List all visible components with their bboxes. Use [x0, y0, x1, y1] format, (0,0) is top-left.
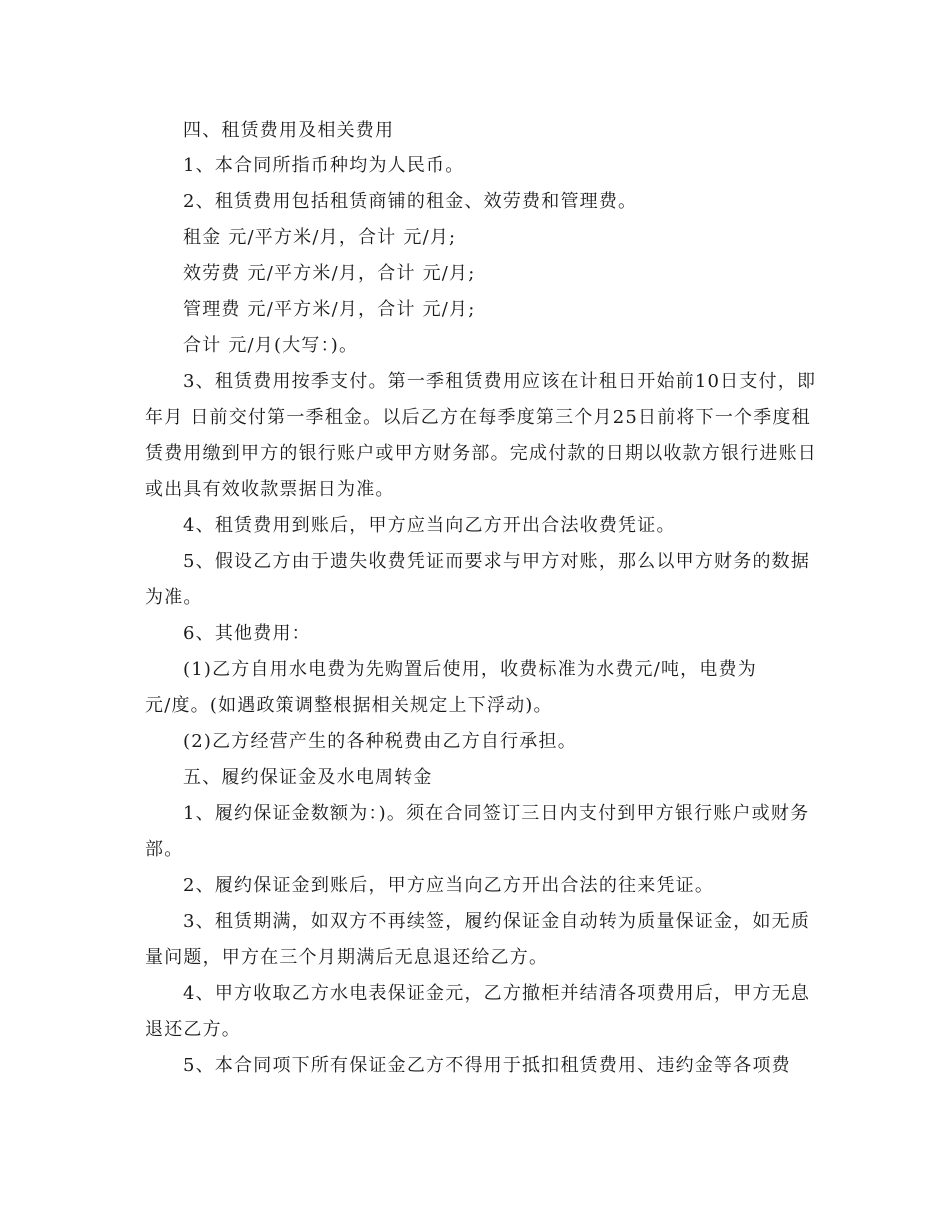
paragraph-line: 2、租赁费用包括租赁商铺的租金、效劳费和管理费。 — [183, 191, 638, 212]
paragraph-line: 部。 — [145, 839, 184, 860]
paragraph-line: 3、租赁期满，如双方不再续签，履约保证金自动转为质量保证金，如无质 — [183, 911, 811, 932]
paragraph-line: (1)乙方自用水电费为先购置后使用，收费标准为水费元/吨，电费为 — [183, 659, 757, 680]
paragraph-line: 1、本合同所指币种均为人民币。 — [183, 155, 465, 176]
paragraph-line: 元/度。(如遇政策调整根据相关规定上下浮动)。 — [145, 695, 553, 716]
paragraph-line: 1、履约保证金数额为：)。须在合同签订三日内支付到甲方银行账户或财务 — [183, 803, 810, 824]
paragraph-line: 租金 元/平方米/月，合计 元/月; — [183, 227, 457, 248]
paragraph-line: 5、本合同项下所有保证金乙方不得用于抵扣租赁费用、违约金等各项费 — [183, 1055, 791, 1076]
paragraph-line: (2)乙方经营产生的各种税费由乙方自行承担。 — [183, 731, 577, 752]
paragraph-line: 5、假设乙方由于遗失收费凭证而要求与甲方对账，那么以甲方财务的数据 — [183, 551, 811, 572]
paragraph-line: 赁费用缴到甲方的银行账户或甲方财务部。完成付款的日期以收款方银行进账日 — [145, 443, 817, 464]
paragraph-line: 退还乙方。 — [145, 1019, 241, 1040]
paragraph-line: 量问题，甲方在三个月期满后无息退还给乙方。 — [145, 947, 549, 968]
paragraph-line: 或出具有效收款票据日为准。 — [145, 479, 395, 500]
paragraph-line: 4、甲方收取乙方水电表保证金元，乙方撤柜并结清各项费用后，甲方无息 — [183, 983, 811, 1004]
section-heading-5: 五、履约保证金及水电周转金 — [183, 767, 433, 788]
paragraph-line: 效劳费 元/平方米/月，合计 元/月; — [183, 263, 476, 284]
paragraph-line: 年月 日前交付第一季租金。以后乙方在每季度第三个月25日前将下一个季度租 — [145, 407, 811, 428]
paragraph-line: 合计 元/月(大写：)。 — [183, 335, 359, 356]
paragraph-line: 4、租赁费用到账后，甲方应当向乙方开出合法收费凭证。 — [183, 515, 676, 536]
paragraph-line: 管理费 元/平方米/月，合计 元/月; — [183, 299, 476, 320]
paragraph-line: 2、履约保证金到账后，甲方应当向乙方开出合法的往来凭证。 — [183, 875, 715, 896]
paragraph-line: 6、其他费用： — [183, 623, 311, 644]
section-heading-4: 四、租赁费用及相关费用 — [183, 120, 395, 141]
paragraph-line: 为准。 — [145, 587, 203, 608]
paragraph-line: 3、租赁费用按季支付。第一季租赁费用应该在计租日开始前10日支付，即 — [183, 371, 817, 392]
